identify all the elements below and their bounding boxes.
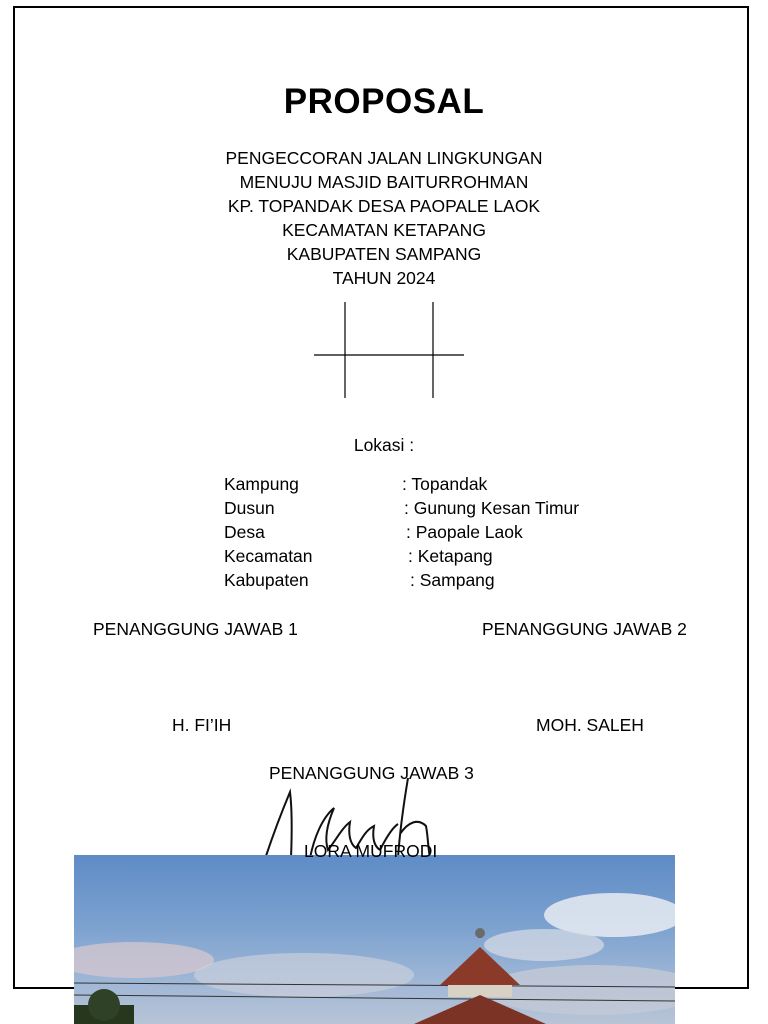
- subtitle-line: KP. TOPANDAK DESA PAOPALE LAOK: [227, 196, 541, 216]
- lokasi-value: : Gunung Kesan Timur: [404, 498, 580, 518]
- subtitle-line: TAHUN 2024: [332, 268, 436, 288]
- cross-line-emblem: [314, 302, 464, 398]
- lokasi-value: : Paopale Laok: [406, 522, 523, 542]
- penanggung-jawab-1-label: PENANGGUNG JAWAB 1: [93, 619, 298, 639]
- subtitle-block: [0, 146, 768, 290]
- lokasi-label: Desa: [224, 522, 265, 542]
- subtitle-line: KABUPATEN SAMPANG: [286, 244, 482, 264]
- lokasi-heading: Lokasi :: [353, 435, 415, 455]
- mosque-photo-illustration: [74, 855, 675, 1024]
- subtitle-line: MENUJU MASJID BAITURROHMAN: [239, 172, 529, 192]
- penanggung-jawab-1-name: H. FI’IH: [172, 715, 232, 735]
- document-title: PROPOSAL: [283, 82, 485, 121]
- lokasi-value: : Ketapang: [408, 546, 493, 566]
- penanggung-jawab-2-name: MOH. SALEH: [536, 715, 644, 735]
- lokasi-label: Kampung: [224, 474, 299, 494]
- subtitle-line: PENGECCORAN JALAN LINGKUNGAN: [225, 148, 543, 168]
- lokasi-value: : Sampang: [410, 570, 495, 590]
- lokasi-label: Kecamatan: [224, 546, 313, 566]
- penanggung-jawab-3-label: PENANGGUNG JAWAB 3: [269, 763, 474, 783]
- lokasi-value: : Topandak: [402, 474, 488, 494]
- penanggung-jawab-3-name: LORA MUFRODI: [304, 841, 438, 861]
- penanggung-jawab-2-label: PENANGGUNG JAWAB 2: [482, 619, 687, 639]
- mosque-photo: [74, 855, 675, 1024]
- subtitle-line: KECAMATAN KETAPANG: [282, 220, 486, 240]
- lokasi-label: Kabupaten: [224, 570, 309, 590]
- lokasi-label: Dusun: [224, 498, 275, 518]
